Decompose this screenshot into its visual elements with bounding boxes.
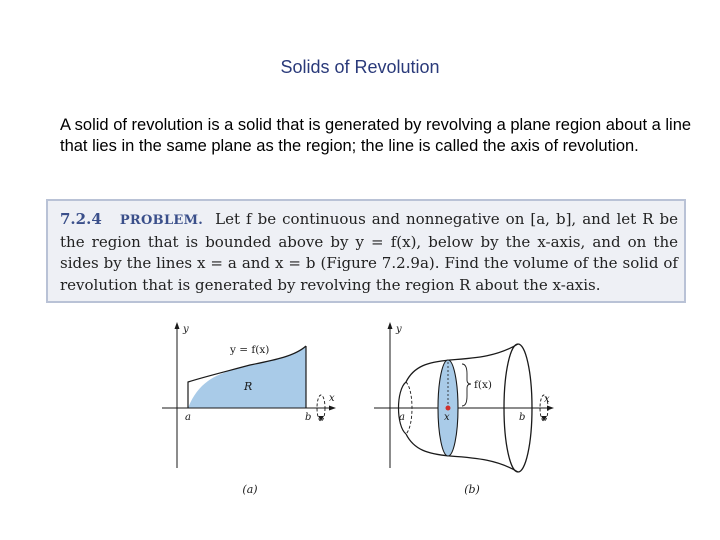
figure-a bbox=[160, 318, 340, 518]
problem-box bbox=[46, 199, 686, 303]
figure-b-graph bbox=[368, 318, 568, 518]
problem-statement: Let f be continuous and nonnegative on [a, b], and let R be the region that is bounded above by y = f(x), below by the x-axis, and on the sides by the lines x = a and x = b (Figure 7.2.9a). Find the volume of the solid of revolution that is generated by revolving the region R about the x-axis. bbox=[60, 210, 678, 294]
slide-title: Solids of Revolution bbox=[280, 57, 440, 77]
figure-b bbox=[368, 318, 568, 518]
b-label: b bbox=[519, 412, 526, 423]
solid-lower-profile bbox=[406, 434, 518, 472]
caption-b: (b) bbox=[464, 483, 480, 496]
x-point bbox=[446, 406, 451, 411]
a-label: a bbox=[399, 412, 405, 423]
region-label: R bbox=[244, 380, 253, 393]
curve-label: y = f(x) bbox=[230, 344, 270, 356]
problem-number: 7.2.4 bbox=[60, 210, 102, 228]
a-label: a bbox=[185, 412, 191, 423]
x-label: x bbox=[329, 393, 335, 404]
problem-label: PROBLEM. bbox=[119, 213, 204, 228]
x-axis-arrow bbox=[329, 406, 336, 411]
figure-a-graph bbox=[160, 318, 340, 518]
radius-label: f(x) bbox=[474, 379, 493, 391]
y-label: y bbox=[183, 324, 189, 335]
caption-a: (a) bbox=[242, 483, 258, 496]
problem-text-block bbox=[60, 209, 678, 296]
y-axis-arrow bbox=[388, 322, 393, 329]
intro-paragraph: A solid of revolution is a solid that is generated by revolving a plane region about a line that lies in the same plane as the region; the line is called the axis of revolution. bbox=[60, 116, 692, 155]
solid-upper-profile bbox=[406, 344, 518, 382]
y-label: y bbox=[396, 324, 402, 335]
b-label: b bbox=[305, 412, 312, 423]
radius-brace bbox=[462, 364, 471, 406]
x-label: x bbox=[544, 394, 550, 405]
x-point-label: x bbox=[444, 412, 450, 423]
y-axis-arrow bbox=[175, 322, 180, 329]
